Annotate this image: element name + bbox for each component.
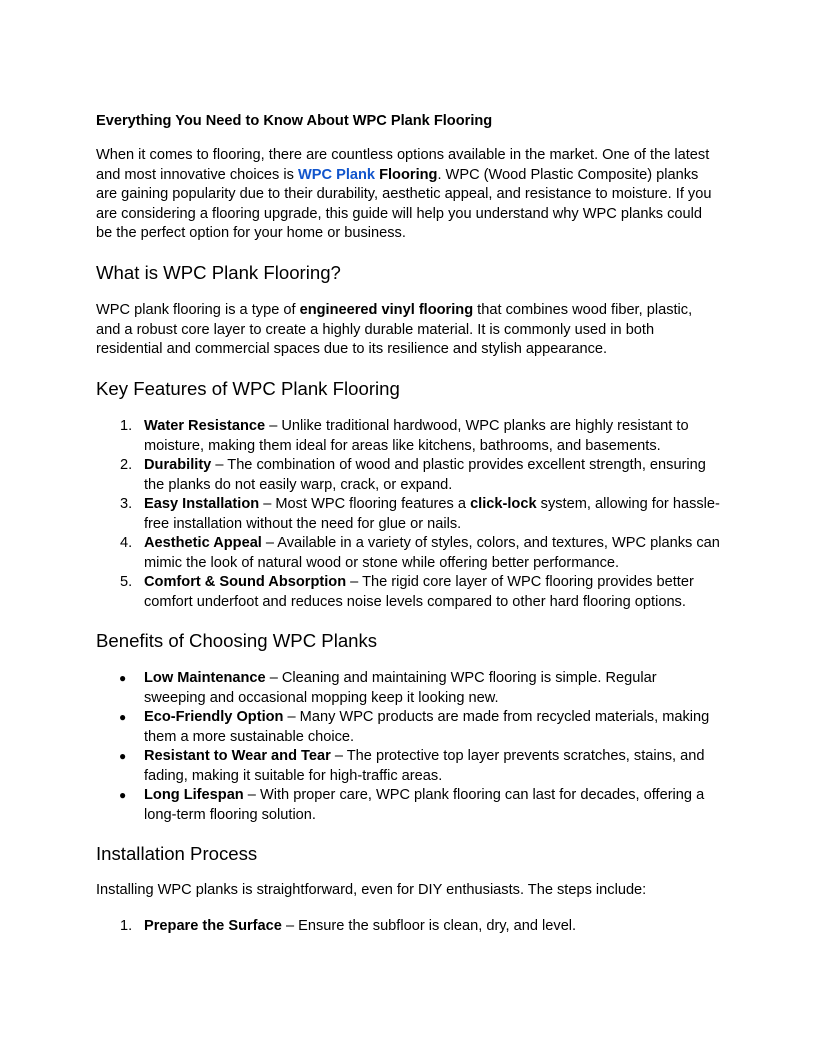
item-bold: Low Maintenance: [144, 670, 266, 686]
intro-bold-flooring: Flooring: [375, 166, 438, 183]
what-is-bold: engineered vinyl flooring: [299, 302, 474, 318]
list-number: 5.: [120, 574, 133, 590]
intro-paragraph: [96, 146, 720, 244]
list-number: 1.: [120, 418, 133, 434]
document-title: Everything You Need to Know About WPC Plank Flooring: [96, 113, 493, 129]
item-text-2: system, allowing for hassle-free installation without the need for glue or nails.: [144, 496, 720, 532]
intro-text-2: . WPC (Wood Plastic Composite) planks are gaining popularity due to their durability, aesthetic appeal, and resistance to moisture. If you are considering a flooring upgrade, this guide will help you understand why WPC planks could be the perfect option for your home or business.: [96, 166, 712, 241]
list-item: [96, 786, 720, 825]
list-number: 2.: [120, 457, 133, 473]
wpc-plank-link[interactable]: WPC Plank: [297, 166, 376, 183]
list-number: 4.: [120, 535, 133, 551]
list-item: [96, 417, 720, 456]
item-text: – Unlike traditional hardwood, WPC planks are highly resistant to moisture, making them ideal for areas like kitchens, bathrooms, and basements.: [144, 418, 689, 454]
list-number: 3.: [120, 496, 133, 512]
heading-benefits: Benefits of Choosing WPC Planks: [96, 630, 378, 651]
what-is-text-1: WPC plank flooring is a type of: [96, 302, 300, 318]
item-bold: Prepare the Surface: [144, 918, 282, 934]
what-is-text-2: that combines wood fiber, plastic, and a robust core layer to create a highly durable material. It is commonly used in both residential and commercial spaces due to its resilience and stylish appearance.: [96, 302, 693, 357]
item-text: – With proper care, WPC plank flooring can last for decades, offering a long-term flooring solution.: [144, 787, 705, 823]
bullet-icon: ●: [119, 671, 127, 685]
installation-steps: [96, 917, 720, 937]
list-item: [96, 917, 720, 937]
installation-intro: Installing WPC planks is straightforward, even for DIY enthusiasts. The steps include:: [96, 882, 647, 898]
item-bold: Durability: [144, 457, 212, 473]
list-item: [96, 573, 720, 612]
item-text: – Ensure the subfloor is clean, dry, and level.: [281, 918, 577, 934]
list-number: 1.: [120, 918, 133, 934]
heading-installation: Installation Process: [96, 843, 258, 864]
item-bold: Long Lifespan: [144, 787, 244, 803]
item-bold: Resistant to Wear and Tear: [144, 748, 331, 764]
list-item: [96, 456, 720, 495]
item-bold: Easy Installation: [144, 496, 260, 512]
item-text: – Cleaning and maintaining WPC flooring is simple. Regular sweeping and occasional mopping keep it looking new.: [144, 670, 657, 706]
bullet-icon: ●: [119, 788, 127, 802]
list-item: [96, 669, 720, 708]
item-text: – Available in a variety of styles, colors, and textures, WPC planks can mimic the look of natural wood or stone while offering better performance.: [144, 535, 720, 571]
item-bold-click-lock: click-lock: [470, 496, 537, 512]
bullet-icon: ●: [119, 710, 127, 724]
item-bold: Comfort & Sound Absorption: [144, 574, 347, 590]
item-bold: Aesthetic Appeal: [144, 535, 262, 551]
item-bold: Eco-Friendly Option: [144, 709, 284, 725]
item-text: – The combination of wood and plastic provides excellent strength, ensuring the planks do not easily warp, crack, or expand.: [144, 457, 706, 493]
list-item: [96, 495, 720, 534]
what-is-paragraph: [96, 301, 720, 360]
heading-key-features: Key Features of WPC Plank Flooring: [96, 378, 400, 399]
item-text: – Many WPC products are made from recycled materials, making them a more sustainable choice.: [144, 709, 710, 745]
list-item: [96, 747, 720, 786]
list-item: [96, 534, 720, 573]
item-text: – The protective top layer prevents scratches, stains, and fading, making it suitable for high-traffic areas.: [144, 748, 705, 784]
intro-text-1: When it comes to flooring, there are countless options available in the market. One of the latest and most innovative choices is: [96, 147, 710, 183]
item-text: – The rigid core layer of WPC flooring provides better comfort underfoot and reduces noise levels compared to other hard flooring options.: [144, 574, 694, 610]
item-text: – Most WPC flooring features a: [259, 496, 471, 512]
heading-what-is: What is WPC Plank Flooring?: [96, 262, 341, 283]
list-item: [96, 708, 720, 747]
benefits-list: [96, 669, 720, 825]
item-bold: Water Resistance: [144, 418, 266, 434]
features-list: [96, 417, 720, 612]
bullet-icon: ●: [119, 749, 127, 763]
